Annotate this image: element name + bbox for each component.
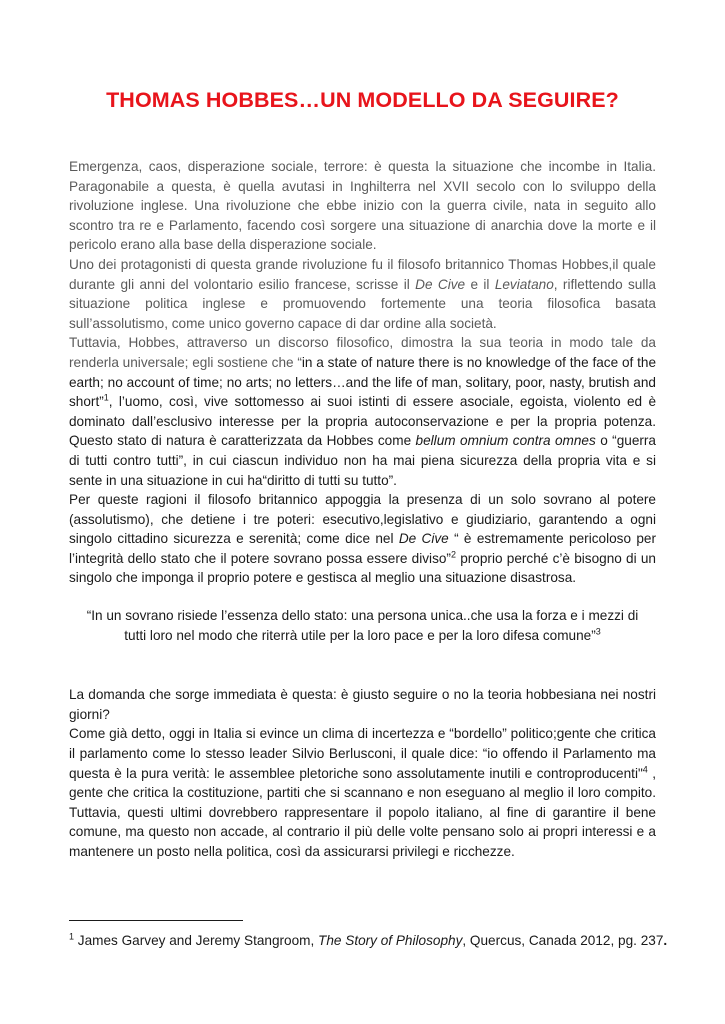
text-span: , gente che critica la costituzione, partiti che si scannano e non eseguano al meglio il loro compito. Tuttavia, questi ultimi dovrebbero rappresentare il popolo italiano, al fine di garantire il bene comune, ma questo non accade, al contrario il più delle volte pensano solo ai propri interessi e a mantenere un posto nella politica, così da assicurarsi privilegi e ricchezze. — [69, 765, 656, 859]
footnote-number: 1 — [69, 931, 75, 942]
text-span: James Garvey and Jeremy Stangroom, — [74, 933, 319, 948]
paragraph-4 — [69, 490, 656, 588]
quote-text: “In un sovrano risiede l’essenza dello stato: una persona unica..che usa la forza e i mezzi di tutti loro nel modo che riterrà utile per la loro pace e per la loro difesa comune” — [86, 608, 639, 643]
english-quote: in a state of nature there is no knowledge of the face of the earth; no account of time; no arts; no letters…and the life of man, solitary, poor, nasty, brutish and short” — [69, 354, 657, 410]
text-span: ”, in cui ciascun individuo non ha mai piena sicurezza della propria vita e si sente in una situazione in cui ha“diritto di tutti su tutto”. — [69, 452, 657, 488]
text-span: e il — [465, 276, 495, 292]
latin-phrase: bellum omnium contra omnes — [415, 433, 596, 449]
text-span: Per queste ragioni il filosofo britannico appoggia la presenza di un solo sovrano al potere (assolutismo), che detiene i tre poteri: esecutivo,legislativo e giudiziario, garantendo a ogni singolo cittadino sicurezza e serenità; come dice nel — [69, 492, 656, 547]
paragraph-2 — [69, 255, 656, 333]
document-body — [69, 157, 656, 862]
book-title-de-cive: De Cive — [398, 531, 449, 547]
paragraph-5: La domanda che sorge immediata è questa: è giusto seguire o no la teoria hobbesiana nei nostri giorni? — [69, 687, 656, 722]
footnote-ref-2[interactable]: 2 — [450, 549, 456, 560]
text-span: Uno dei protagonisti di questa grande rivoluzione fu il filosofo britannico Thomas Hobbes,il quale durante gli anni del volontario esilio francese, scrisse il — [69, 256, 656, 292]
paragraph-1: Emergenza, caos, disperazione sociale, terrore: è questa la situazione che incombe in Italia. Paragonabile a questa, è quella avutasi in Inghilterra nel XVII secolo con lo sviluppo della rivoluzione inglese. Una rivoluzione che ebbe inizio con la guerra civile, nata in seguito allo scontro tra re e Parlamento, facendo così sorgere una situazione di anarchia dove la morte e il pericolo erano alla base della disperazione sociale. — [69, 159, 656, 253]
footnote-ref-3[interactable]: 3 — [595, 626, 601, 637]
footnote-ref-4[interactable]: 4 — [642, 764, 648, 775]
text-span: o “guerra di tutti contro tutti — [69, 433, 656, 468]
footnote-ref-1[interactable]: 1 — [103, 392, 109, 403]
text-span: . — [663, 933, 668, 948]
text-span: “ è estremamente pericoloso per l’integrità dello stato che il potere sovrano possa essere diviso” — [69, 531, 656, 566]
text-span: , Quercus, Canada 2012, pg. 237 — [462, 933, 664, 948]
spacer — [69, 645, 656, 685]
page-title: THOMAS HOBBES…UN MODELLO DA SEGUIRE? — [106, 88, 619, 112]
footnote-separator — [69, 920, 243, 921]
book-title-de-cive: De Cive — [415, 276, 466, 292]
paragraph-6 — [69, 724, 656, 861]
paragraph-3 — [69, 333, 656, 490]
book-title: The Story of Philosophy — [318, 933, 463, 948]
text-span: , l’uomo, così, vive sottomesso ai suoi istinti di essere asociale, egoista, violento ed è dominato dall’esclusivo interesse per la propria autoconservazione e per la propria potenza. Questo stato di natura è caratterizzata da Hobbes come — [69, 394, 656, 449]
block-quote — [69, 606, 656, 645]
text-span: , riflettendo sulla situazione politica inglese e promuovendo fortemente una teoria filosofica basata sull’assolutismo, come unico governo capace di dar ordine alla società. — [69, 276, 656, 331]
book-title-leviatano: Leviatano — [494, 276, 554, 292]
text-span: Tuttavia, Hobbes, attraverso un discorso filosofico, dimostra la sua teoria in modo tale da renderla universale; egli sostiene che “ — [69, 335, 656, 370]
text-span: proprio perché c’è bisogno di un singolo che imponga il proprio potere e gestisca al meglio una situazione disastrosa. — [69, 550, 656, 586]
footnote-1 — [69, 932, 669, 950]
text-span: Come già detto, oggi in Italia si evince un clima di incertezza e “bordello” politico;gente che critica il parlamento come lo stesso leader Silvio Berlusconi, il quale dice: “io offendo il Parlamento ma questa è la pura verità: le assemblee pletoriche sono assolutamente inutili e controproducenti" — [69, 726, 656, 781]
